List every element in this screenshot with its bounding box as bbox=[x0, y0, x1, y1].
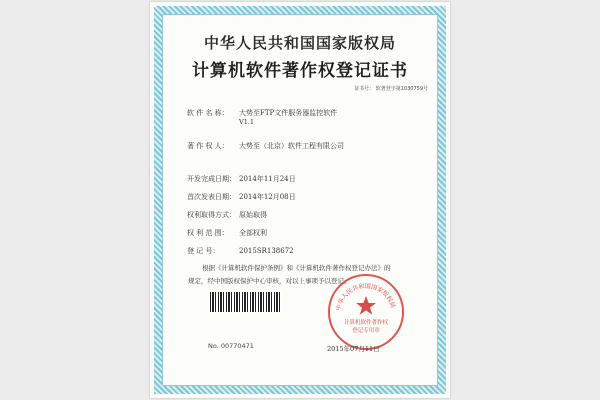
seal-inner-text: 登记专用章 bbox=[352, 328, 380, 334]
field-label: 开发完成日期： bbox=[187, 175, 236, 183]
field-label: 著 作 权 人： bbox=[187, 142, 229, 150]
statement-line: 规定，经中国版权保护中心审核，对以上事项予以登记。 bbox=[188, 277, 351, 285]
certificate-sheet bbox=[150, 2, 450, 398]
field-label: 权 利 范 围： bbox=[187, 229, 229, 237]
field-value: 2015SR138672 bbox=[239, 247, 294, 255]
field-value: 2014年12月08日 bbox=[239, 193, 296, 201]
field-value: 大势至FTP文件服务器监控软件 bbox=[239, 109, 338, 117]
issuer-title: 中华人民共和国国家版权局 bbox=[203, 34, 396, 52]
barcode bbox=[210, 292, 282, 312]
statement-line: 根据《计算机软件保护条例》和《计算机软件著作权登记办法》的 bbox=[202, 264, 391, 272]
field-completion-date bbox=[187, 174, 296, 184]
field-registration-number bbox=[187, 246, 294, 256]
field-value: 大势至（北京）软件工程有限公司 bbox=[239, 142, 344, 150]
field-first-publication-date bbox=[187, 192, 296, 202]
field-label: 软 件 名 称： bbox=[187, 109, 229, 117]
field-value: 2014年11月24日 bbox=[239, 175, 296, 183]
software-version: V1.1 bbox=[239, 118, 255, 126]
field-value: 全部权利 bbox=[239, 229, 267, 237]
seal-ring-text: 中华人民共和国国家版权局 bbox=[335, 282, 397, 312]
field-rights-scope bbox=[187, 228, 267, 238]
field-label: 权利取得方式： bbox=[187, 211, 236, 219]
field-label: 首次发表日期： bbox=[187, 193, 236, 201]
serial-number: No. 00770471 bbox=[208, 342, 254, 350]
field-acquisition-method bbox=[187, 210, 267, 220]
certificate-number: 证书号： 软著登字第1030759号 bbox=[354, 86, 428, 92]
field-value: 原始取得 bbox=[239, 211, 267, 219]
certificate-title: 计算机软件著作权登记证书 bbox=[192, 61, 408, 81]
seal-star-icon bbox=[356, 296, 376, 315]
seal-inner-text: 计算机软件著作权 bbox=[343, 320, 389, 326]
field-copyright-owner bbox=[187, 141, 344, 151]
field-software-name bbox=[187, 108, 337, 118]
issue-date: 2015年07月11日 bbox=[327, 345, 380, 353]
field-label: 登 记 号： bbox=[187, 247, 220, 255]
seal-graphic bbox=[328, 274, 404, 350]
